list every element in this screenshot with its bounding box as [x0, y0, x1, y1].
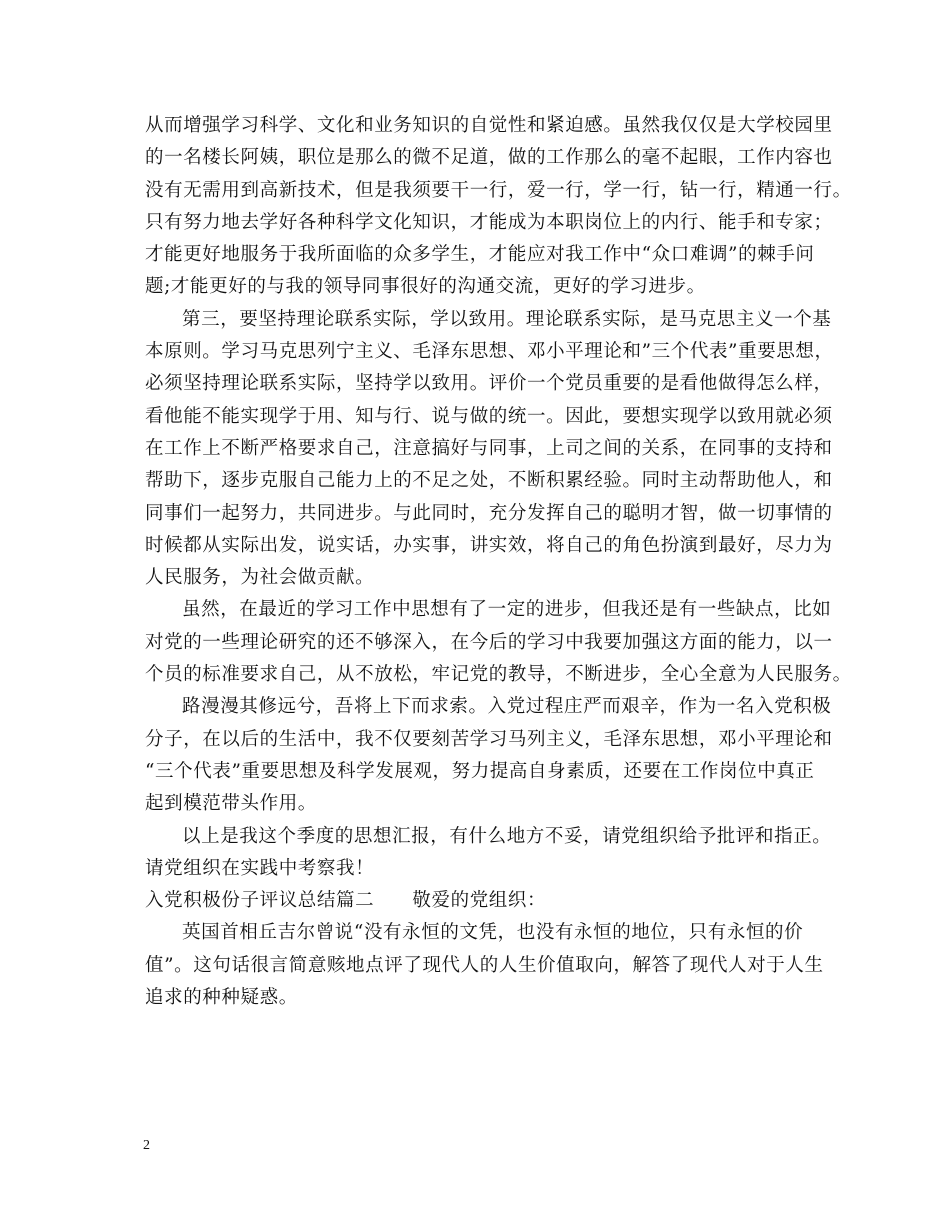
- text-line: 入党积极份子评议总结篇二 敬爱的党组织：: [145, 890, 547, 912]
- text-line: “三个代表”重要思想及科学发展观，努力提高自身素质，还要在工作岗位中真正: [145, 760, 815, 782]
- text-line: 必须坚持理论联系实际，坚持学以致用。评价一个党员重要的是看他做得怎么样，: [145, 373, 833, 395]
- text-line: 在工作上不断严格要求自己，注意搞好与同事，上司之间的关系，在同事的支持和: [145, 437, 833, 459]
- text-line: 对党的一些理论研究的还不够深入，在今后的学习中我要加强这方面的能力，以一: [145, 631, 833, 653]
- text-line: 本原则。学习马克思列宁主义、毛泽东思想、邓小平理论和”三个代表”重要思想，: [145, 341, 834, 363]
- text-line: 第三，要坚持理论联系实际，学以致用。理论联系实际，是马克思主义一个基: [182, 308, 832, 330]
- text-line: 追求的种种疑惑。: [145, 987, 298, 1009]
- text-line: 起到模范带头作用。: [145, 793, 317, 815]
- text-line: 帮助下，逐步克服自己能力上的不足之处，不断积累经验。同时主动帮助他人，和: [145, 470, 833, 492]
- document-body: [145, 110, 852, 1014]
- text-line: 没有无需用到高新技术，但是我须要干一行，爱一行，学一行，钻一行，精通一行。: [145, 179, 852, 201]
- text-line: 同事们一起努力，共同进步。与此同时，充分发挥自己的聪明才智，做一切事情的: [145, 502, 833, 524]
- text-line: 题;才能更好的与我的领导同事很好的沟通交流，更好的学习进步。: [145, 276, 706, 298]
- text-line: 只有努力地去学好各种科学文化知识，才能成为本职岗位上的内行、能手和专家；: [145, 211, 833, 233]
- text-line: 路漫漫其修远兮，吾将上下而求索。入党过程庄严而艰辛，作为一名入党积极: [182, 696, 832, 718]
- text-line: 分子，在以后的生活中，我不仅要刻苦学习马列主义，毛泽东思想，邓小平理论和: [145, 728, 833, 750]
- text-line: 从而增强学习科学、文化和业务知识的自觉性和紧迫感。虽然我仅仅是大学校园里: [145, 115, 833, 136]
- text-line: 人民服务，为社会做贡献。: [145, 567, 375, 589]
- text-line: 以上是我这个季度的思想汇报，有什么地方不妥，请党组织给予批评和指正。: [182, 825, 832, 847]
- text-line: 才能更好地服务于我所面临的众多学生，才能应对我工作中“众口难调”的棘手问: [145, 244, 815, 266]
- text-line: 时候都从实际出发，说实话，办实事，讲实效，将自己的角色扮演到最好，尽力为: [145, 534, 833, 556]
- text-line: 英国首相丘吉尔曾说“没有永恒的文凭，也没有永恒的地位，只有永恒的价: [182, 922, 804, 944]
- text-line: 的一名楼长阿姨，职位是那么的微不足道，做的工作那么的毫不起眼，工作内容也: [145, 147, 833, 169]
- text-line: 值”。这句话很言简意赅地点评了现代人的人生价值取向，解答了现代人对于人生: [145, 954, 824, 976]
- text-line: 请党组织在实践中考察我！: [145, 857, 375, 879]
- text-line: 虽然，在最近的学习工作中思想有了一定的进步，但我还是有一些缺点，比如: [182, 599, 832, 621]
- page-number: 2: [143, 1138, 150, 1153]
- text-line: 个员的标准要求自己，从不放松，牢记党的教导，不断进步，全心全意为人民服务。: [145, 664, 852, 686]
- text-line: 看他能不能实现学于用、知与行、说与做的统一。因此，要想实现学以致用就必须: [145, 405, 833, 427]
